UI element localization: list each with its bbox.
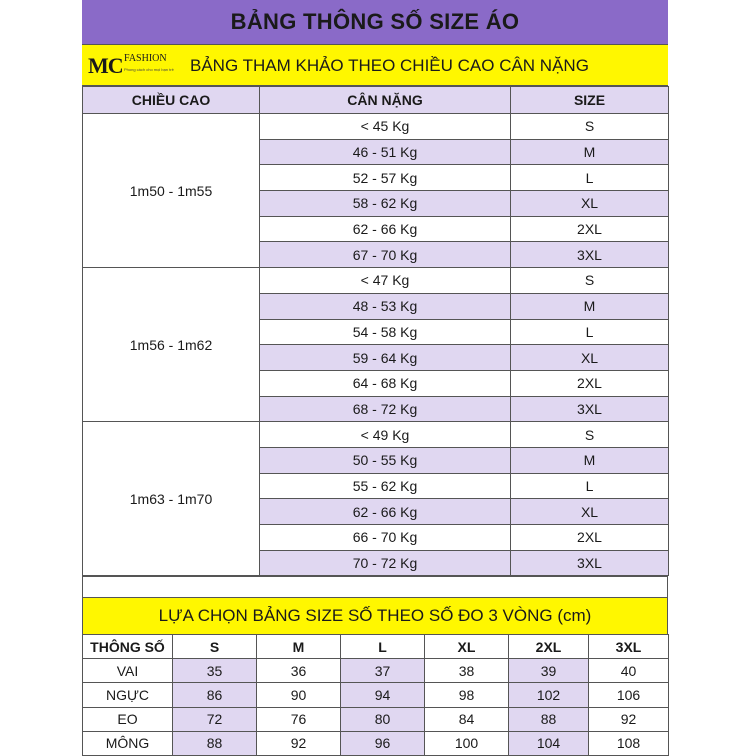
page-title: BẢNG THÔNG SỐ SIZE ÁO bbox=[82, 0, 668, 44]
header-weight: CÂN NẶNG bbox=[260, 87, 511, 114]
measure-row bbox=[83, 683, 669, 707]
size-cell: M bbox=[511, 139, 669, 165]
table-row bbox=[83, 268, 669, 294]
size-cell: M bbox=[511, 447, 669, 473]
size-chart bbox=[82, 0, 668, 750]
measure-row bbox=[83, 659, 669, 683]
size-cell: S bbox=[511, 268, 669, 294]
weight-cell: 59 - 64 Kg bbox=[260, 345, 511, 371]
measure-row bbox=[83, 707, 669, 731]
measure-value: 40 bbox=[589, 659, 669, 683]
weight-cell: 55 - 62 Kg bbox=[260, 473, 511, 499]
size-cell: 3XL bbox=[511, 550, 669, 576]
weight-cell: 62 - 66 Kg bbox=[260, 216, 511, 242]
measure-value: 88 bbox=[509, 707, 589, 731]
measure-label: EO bbox=[83, 707, 173, 731]
measure-value: 84 bbox=[425, 707, 509, 731]
measure-value: 36 bbox=[257, 659, 341, 683]
measure-value: 104 bbox=[509, 731, 589, 755]
header-size-s: S bbox=[173, 635, 257, 659]
weight-cell: 48 - 53 Kg bbox=[260, 293, 511, 319]
height-weight-size-table bbox=[82, 86, 669, 576]
reference-heading: BẢNG THAM KHẢO THEO CHIỀU CAO CÂN NẶNG bbox=[190, 56, 589, 75]
weight-cell: 50 - 55 Kg bbox=[260, 447, 511, 473]
measure-label: NGỰC bbox=[83, 683, 173, 707]
size-cell: S bbox=[511, 114, 669, 140]
header-size: SIZE bbox=[511, 87, 669, 114]
size-cell: XL bbox=[511, 345, 669, 371]
body-measurement-table bbox=[82, 634, 669, 756]
height-range-cell: 1m63 - 1m70 bbox=[83, 422, 260, 576]
height-range-cell: 1m56 - 1m62 bbox=[83, 268, 260, 422]
weight-cell: < 47 Kg bbox=[260, 268, 511, 294]
measure-value: 86 bbox=[173, 683, 257, 707]
measure-value: 72 bbox=[173, 707, 257, 731]
measure-value: 80 bbox=[341, 707, 425, 731]
measure-value: 94 bbox=[341, 683, 425, 707]
size-cell: L bbox=[511, 319, 669, 345]
measure-value: 92 bbox=[589, 707, 669, 731]
header-size-3xl: 3XL bbox=[589, 635, 669, 659]
table-row bbox=[83, 114, 669, 140]
weight-cell: 54 - 58 Kg bbox=[260, 319, 511, 345]
header-size-l: L bbox=[341, 635, 425, 659]
weight-cell: 46 - 51 Kg bbox=[260, 139, 511, 165]
measure-row bbox=[83, 731, 669, 755]
logo-tagline: Phong cách cho mọi bạn trẻ bbox=[124, 67, 174, 72]
logo-mc-text: MC bbox=[88, 53, 123, 78]
measure-value: 100 bbox=[425, 731, 509, 755]
measure-value: 35 bbox=[173, 659, 257, 683]
table-divider bbox=[82, 576, 668, 598]
weight-cell: 52 - 57 Kg bbox=[260, 165, 511, 191]
measure-value: 102 bbox=[509, 683, 589, 707]
table-row bbox=[83, 422, 669, 448]
weight-cell: 66 - 70 Kg bbox=[260, 525, 511, 551]
size-cell: 2XL bbox=[511, 216, 669, 242]
measure-value: 39 bbox=[509, 659, 589, 683]
size-cell: M bbox=[511, 293, 669, 319]
size-cell: XL bbox=[511, 191, 669, 217]
size-cell: 3XL bbox=[511, 396, 669, 422]
weight-cell: 64 - 68 Kg bbox=[260, 370, 511, 396]
header-size-2xl: 2XL bbox=[509, 635, 589, 659]
brand-logo bbox=[88, 51, 180, 81]
header-spec: THÔNG SỐ bbox=[83, 635, 173, 659]
header-size-m: M bbox=[257, 635, 341, 659]
size-cell: L bbox=[511, 165, 669, 191]
weight-cell: 70 - 72 Kg bbox=[260, 550, 511, 576]
measure-value: 106 bbox=[589, 683, 669, 707]
weight-cell: < 49 Kg bbox=[260, 422, 511, 448]
header-height: CHIỀU CAO bbox=[83, 87, 260, 114]
weight-cell: 68 - 72 Kg bbox=[260, 396, 511, 422]
size-cell: 2XL bbox=[511, 370, 669, 396]
measure-value: 76 bbox=[257, 707, 341, 731]
measure-header-row bbox=[83, 635, 669, 659]
size-cell: XL bbox=[511, 499, 669, 525]
measure-value: 37 bbox=[341, 659, 425, 683]
table-header-row bbox=[83, 87, 669, 114]
measure-value: 92 bbox=[257, 731, 341, 755]
height-range-cell: 1m50 - 1m55 bbox=[83, 114, 260, 268]
weight-cell: 58 - 62 Kg bbox=[260, 191, 511, 217]
measure-value: 38 bbox=[425, 659, 509, 683]
measure-label: MÔNG bbox=[83, 731, 173, 755]
measure-label: VAI bbox=[83, 659, 173, 683]
measure-value: 108 bbox=[589, 731, 669, 755]
logo-fashion-text: FASHION bbox=[124, 53, 167, 64]
reference-heading-bar bbox=[82, 44, 668, 86]
measure-value: 96 bbox=[341, 731, 425, 755]
measure-value: 98 bbox=[425, 683, 509, 707]
size-cell: L bbox=[511, 473, 669, 499]
measure-value: 90 bbox=[257, 683, 341, 707]
weight-cell: 62 - 66 Kg bbox=[260, 499, 511, 525]
size-cell: 3XL bbox=[511, 242, 669, 268]
weight-cell: < 45 Kg bbox=[260, 114, 511, 140]
measure-value: 88 bbox=[173, 731, 257, 755]
weight-cell: 67 - 70 Kg bbox=[260, 242, 511, 268]
header-size-xl: XL bbox=[425, 635, 509, 659]
size-cell: 2XL bbox=[511, 525, 669, 551]
size-cell: S bbox=[511, 422, 669, 448]
measure-heading: LỰA CHỌN BẢNG SIZE SỐ THEO SỐ ĐO 3 VÒNG (cm) bbox=[82, 598, 668, 634]
